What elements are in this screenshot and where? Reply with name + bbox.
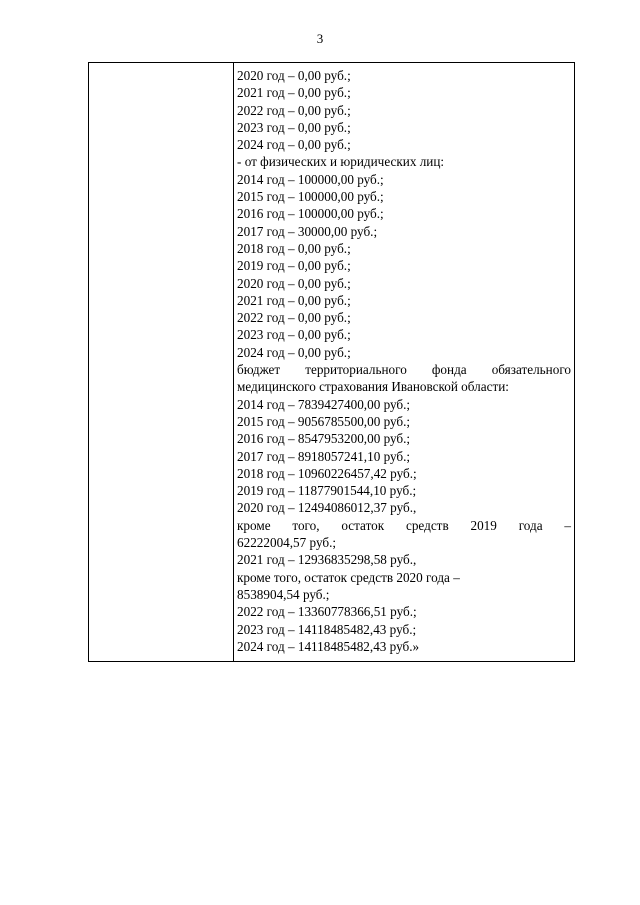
cell-text-line: кроме того, остаток средств 2020 года – (237, 569, 460, 585)
cell-text-line: 2024 год – 0,00 руб.; (237, 344, 351, 360)
cell-text-line: 2015 год – 100000,00 руб.; (237, 189, 384, 205)
cell-text-line: 2023 год – 0,00 руб.; (237, 327, 351, 343)
cell-text-line: 2018 год – 10960226457,42 руб.; (237, 465, 417, 481)
page-number: 3 (316, 31, 324, 46)
cell-text-line: бюджет территориального фонда обязательного (237, 362, 571, 378)
cell-text-line: 2016 год – 8547953200,00 руб.; (237, 431, 411, 447)
cell-text-line: 2023 год – 14118485482,43 руб.; (237, 621, 417, 637)
table-left-cell (89, 63, 234, 661)
cell-text-line: 2018 год – 0,00 руб.; (237, 240, 351, 256)
cell-text-line: 2020 год – 0,00 руб.; (237, 275, 351, 291)
cell-text-line: 2014 год – 100000,00 руб.; (237, 171, 384, 187)
cell-text-line: 2022 год – 0,00 руб.; (237, 310, 351, 326)
cell-text-line: 2019 год – 0,00 руб.; (237, 258, 351, 274)
cell-text-line: 2016 год – 100000,00 руб.; (237, 206, 384, 222)
cell-text-line: 8538904,54 руб.; (237, 586, 330, 602)
table-right-cell (237, 67, 571, 655)
cell-text-line: 2022 год – 0,00 руб.; (237, 102, 351, 118)
cell-text-line: медицинского страхования Ивановской области: (237, 379, 509, 395)
cell-text-line: кроме того, остаток средств 2019 года – (237, 517, 571, 533)
cell-text-line: - от физических и юридических лиц: (237, 154, 445, 170)
cell-text-line: 62222004,57 руб.; (237, 535, 337, 551)
cell-text-line: 2021 год – 0,00 руб.; (237, 85, 351, 101)
cell-text-line: 2015 год – 9056785500,00 руб.; (237, 413, 411, 429)
cell-text-line: 2021 год – 12936835298,58 руб., (237, 552, 417, 568)
cell-text-line: 2017 год – 8918057241,10 руб.; (237, 448, 411, 464)
cell-text-line: 2020 год – 12494086012,37 руб., (237, 500, 417, 516)
cell-text-line: 2024 год – 14118485482,43 руб.» (237, 638, 420, 654)
cell-text-line: 2014 год – 7839427400,00 руб.; (237, 396, 411, 412)
cell-text-line: 2022 год – 13360778366,51 руб.; (237, 604, 417, 620)
cell-text-line: 2017 год – 30000,00 руб.; (237, 223, 378, 239)
cell-text-line: 2023 год – 0,00 руб.; (237, 119, 351, 135)
cell-text-line: 2024 год – 0,00 руб.; (237, 137, 351, 153)
cell-text-line: 2021 год – 0,00 руб.; (237, 292, 351, 308)
cell-text-line: 2020 год – 0,00 руб.; (237, 68, 351, 83)
cell-text-line: 2019 год – 11877901544,10 руб.; (237, 483, 417, 499)
document-table (88, 62, 575, 662)
